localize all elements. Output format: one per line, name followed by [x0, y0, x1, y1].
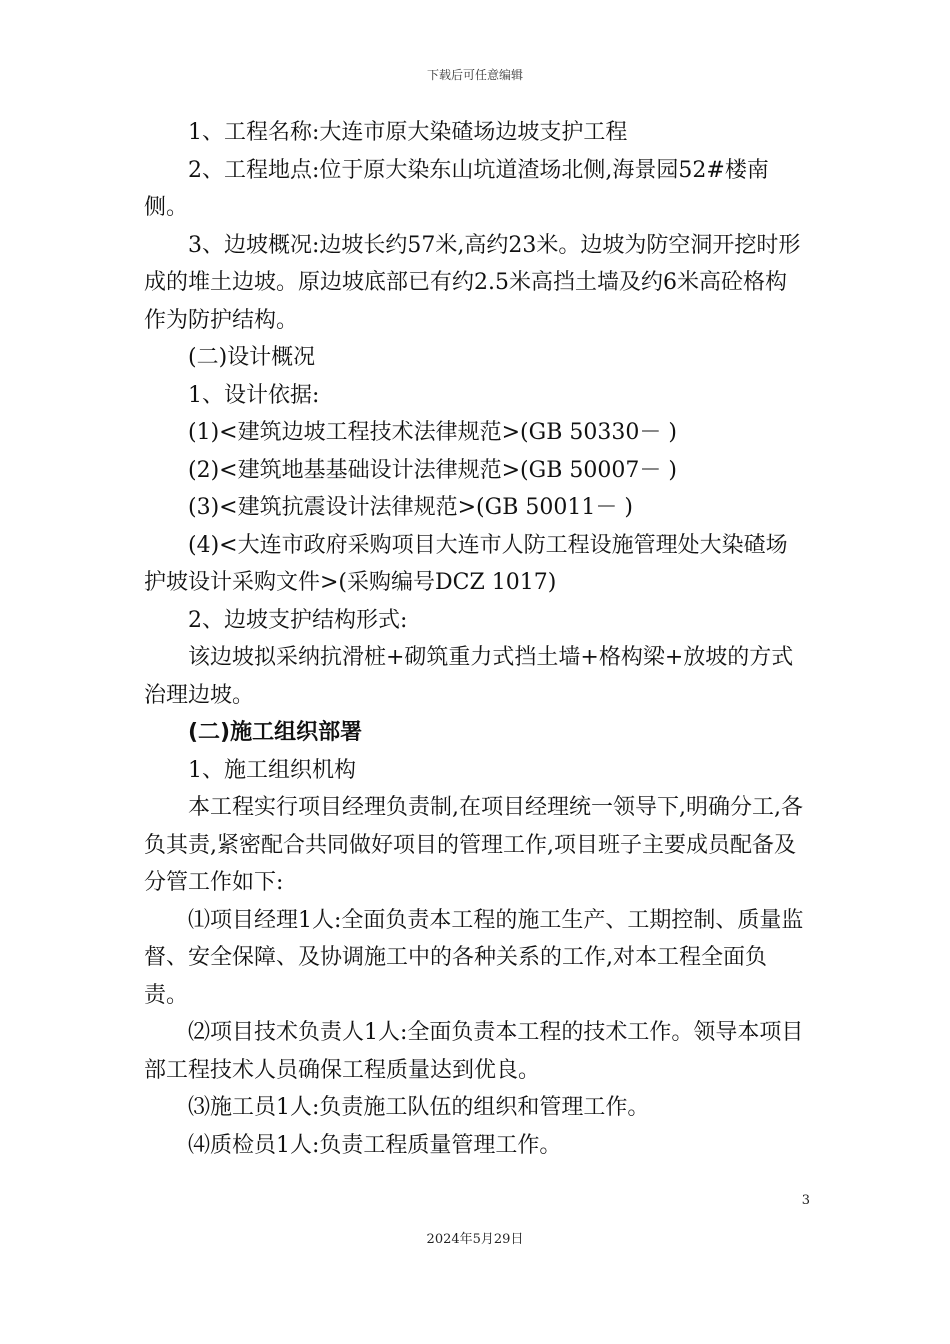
paragraph-design-basis: 1、设计依据:	[188, 382, 320, 408]
paragraph-role-technical-lead: ⑵项目技术负责人1人:全面负责本工程的技术工作。领导本项目部工程技术人员确保工程质量达到优良。	[144, 1020, 804, 1083]
paragraph-slope-overview: 3、边坡概况:边坡长约57米,高约23米。边坡为防空洞开挖时形成的堆土边坡。原边坡底部已有约2.5米高挡土墙及约6米高砼格构作为防护结构。	[144, 232, 801, 333]
paragraph-organization-title: 1、施工组织机构	[188, 757, 356, 783]
paragraph-basis-item-2: (2)<建筑地基基础设计法律规范>(GB 50007－ )	[188, 457, 677, 483]
paragraph-role-construction-worker: ⑶施工员1人:负责施工队伍的组织和管理工作。	[188, 1095, 650, 1120]
paragraph-project-location: 2、工程地点:位于原大染东山坑道渣场北侧,海景园52#楼南侧。	[144, 157, 769, 220]
paragraph-support-structure-desc: 该边坡拟采纳抗滑桩+砌筑重力式挡土墙+格构梁+放坡的方式治理边坡。	[144, 645, 794, 708]
paragraph-basis-item-3: (3)<建筑抗震设计法律规范>(GB 50011－ )	[188, 495, 633, 520]
document-body	[144, 114, 806, 1164]
paragraph-role-project-manager: ⑴项目经理1人:全面负责本工程的施工生产、工期控制、质量监督、安全保障、及协调施工中的各种关系的工作,对本工程全面负责。	[144, 907, 804, 1008]
paragraph-role-quality-inspector: ⑷质检员1人:负责工程质量管理工作。	[188, 1132, 562, 1158]
page-number: 3	[801, 1193, 810, 1208]
page-footer-date: 2024年5月29日	[426, 1232, 524, 1247]
page-header: 下载后可任意编辑	[426, 68, 523, 82]
paragraph-support-structure-title: 2、边坡支护结构形式:	[188, 607, 408, 633]
section-heading-design-overview: (二)设计概况	[188, 345, 316, 370]
paragraph-organization-desc: 本工程实行项目经理负责制,在项目经理统一领导下,明确分工,各负其责,紧密配合共同做好项目的管理工作,项目班子主要成员配备及分管工作如下:	[144, 795, 803, 895]
section-heading-construction-deployment: (二)施工组织部署	[188, 720, 363, 745]
paragraph-basis-item-1: (1)<建筑边坡工程技术法律规范>(GB 50330－ )	[188, 420, 677, 445]
paragraph-basis-item-4: (4)<大连市政府采购项目大连市人防工程设施管理处大染碴场护坡设计采购文件>(采购编号DCZ 1017)	[144, 532, 788, 595]
paragraph-project-name: 1、工程名称:大连市原大染碴场边坡支护工程	[188, 120, 628, 145]
